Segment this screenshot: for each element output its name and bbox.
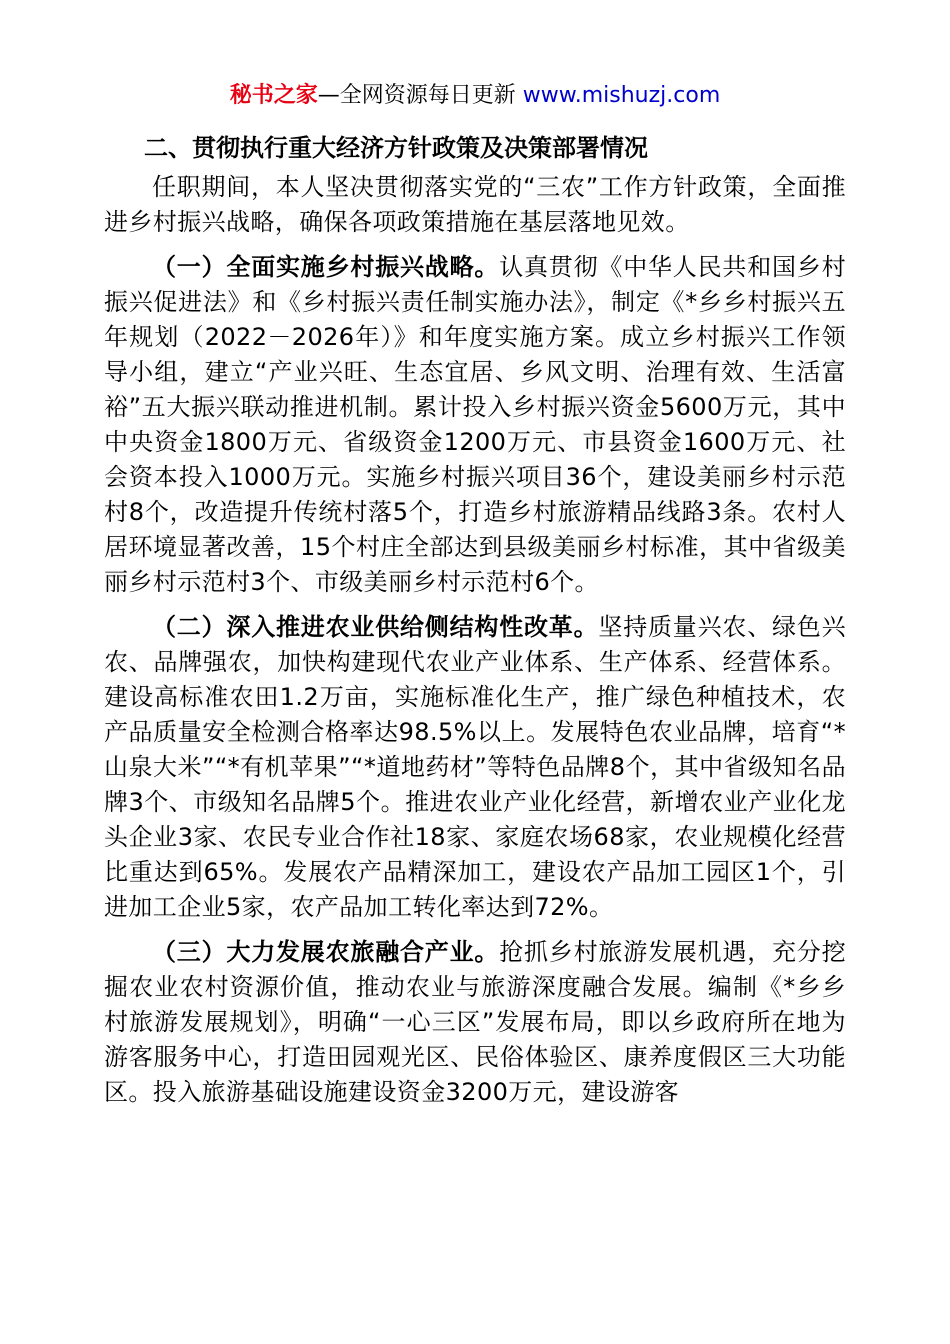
- intro-paragraph: 任职期间，本人坚决贯彻落实党的“三农”工作方针政策，全面推进乡村振兴战略，确保各项政策措施在基层落地见效。: [104, 173, 846, 236]
- paragraph-body: 坚持质量兴农、绿色兴农、品牌强农，加快构建现代农业产业体系、生产体系、经营体系。建设高标准农田1.2万亩，实施标准化生产，推广绿色种植技术，农产品质量安全检测合格率达98.5%以上。发展特色农业品牌，培育“*山泉大米”“*有机苹果”“*道地药材”等特色品牌8个，其中省级知名品牌3个、市级知名品牌5个。推进农业产业化经营，新增农业产业化龙头企业3家、农民专业合作社18家、家庭农场68家，农业规模化经营比重达到65%。发展农产品精深加工，建设农产品加工园区1个，引进加工企业5家，农产品加工转化率达到72%。: [104, 613, 847, 921]
- document-body: [104, 128, 846, 1120]
- paragraph-body: 认真贯彻《中华人民共和国乡村振兴促进法》和《乡村振兴责任制实施办法》，制定《*乡乡村振兴五年规划（2022－2026年）》和年度实施方案。成立乡村振兴工作领导小组，建立“产业兴旺、生态宜居、乡风文明、治理有效、生活富裕”五大振兴联动推进机制。累计投入乡村振兴资金5600万元，其中中央资金1800万元、省级资金1200万元、市县资金1600万元、社会资本投入1000万元。实施乡村振兴项目36个，建设美丽乡村示范村8个，改造提升传统村落5个，打造乡村旅游精品线路3条。农村人居环境显著改善，15个村庄全部达到县级美丽乡村标准，其中省级美丽乡村示范村3个、市级美丽乡村示范村6个。: [104, 253, 846, 596]
- paragraph-rural-revitalization: [104, 250, 846, 600]
- site-url-link[interactable]: www.mishuzj.com: [522, 83, 721, 108]
- site-brand: 秘书之家: [229, 83, 318, 108]
- paragraph-lead: （一）全面实施乡村振兴战略。: [152, 253, 500, 281]
- paragraph-supply-side-reform: [104, 610, 846, 925]
- section-heading: 二、贯彻执行重大经济方针政策及决策部署情况: [144, 134, 648, 162]
- paragraph-body: 抢抓乡村旅游发展机遇，充分挖掘农业农村资源价值，推动农业与旅游深度融合发展。编制《*乡乡村旅游发展规划》，明确“一心三区”发展布局，即以乡政府所在地为游客服务中心，打造田园观光区、民俗体验区、康养度假区三大功能区。投入旅游基础设施建设资金3200万元，建设游客: [104, 938, 846, 1106]
- site-tagline: —全网资源每日更新: [317, 83, 516, 108]
- paragraph-agri-tourism: [104, 935, 846, 1110]
- paragraph-lead: （二）深入推进农业供给侧结构性改革。: [152, 613, 599, 641]
- paragraph-lead: （三）大力发展农旅融合产业。: [152, 938, 500, 966]
- site-header: [0, 80, 950, 112]
